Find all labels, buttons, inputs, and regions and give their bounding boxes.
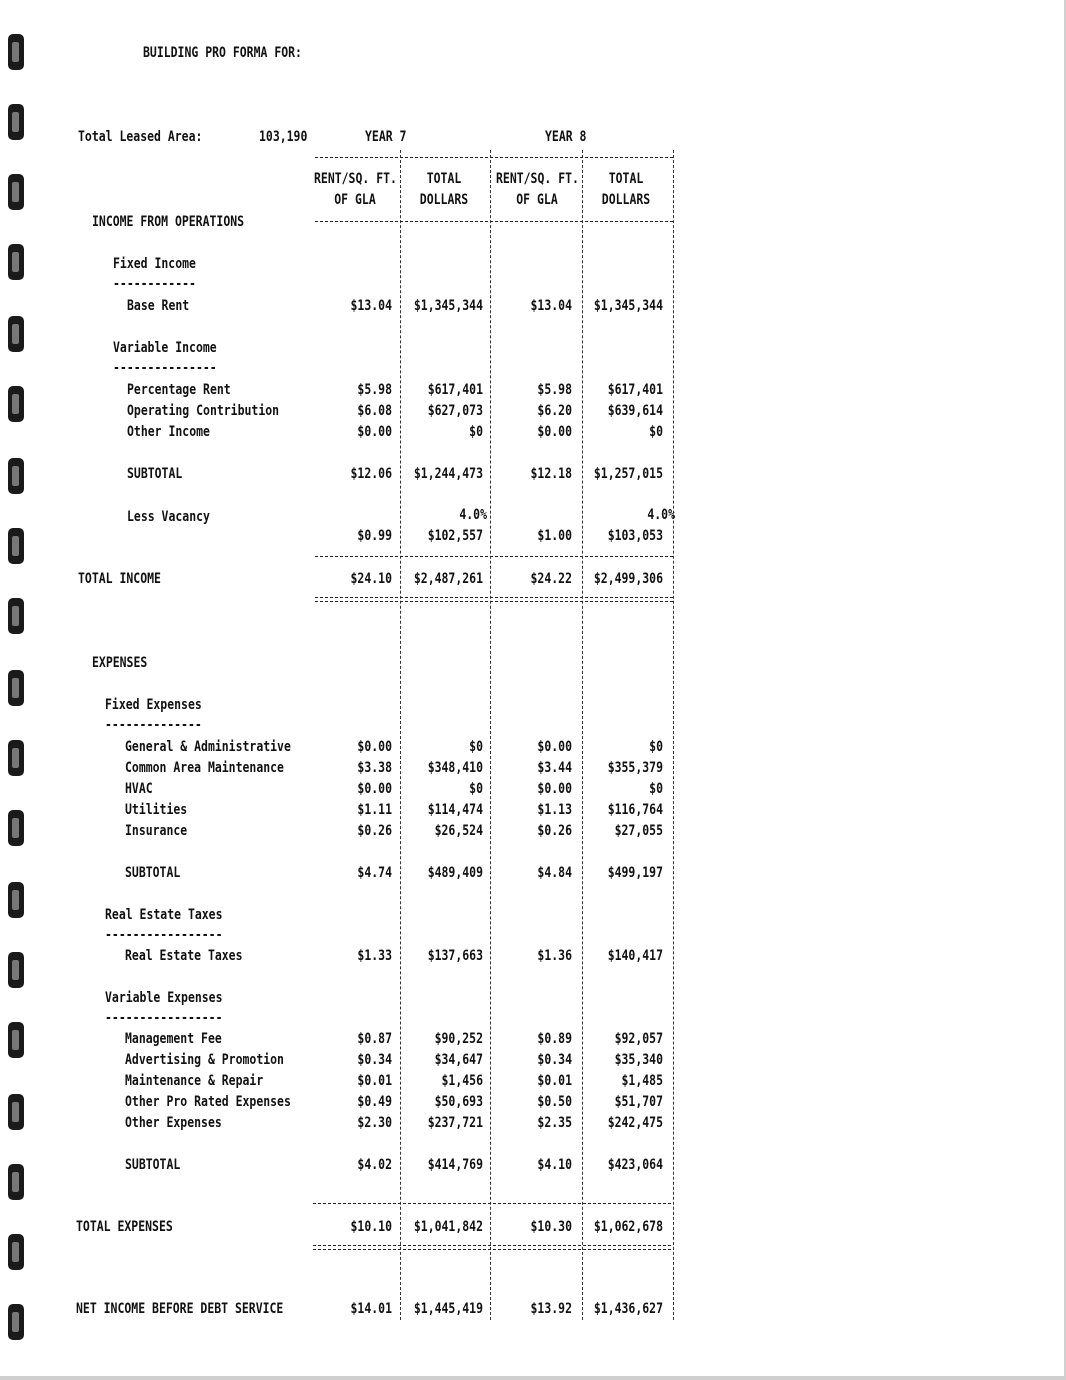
binder-hole	[8, 1234, 24, 1270]
fixed-income-heading: Fixed Income	[113, 256, 196, 272]
y8-total-cell: $355,379	[607, 760, 663, 776]
y7-psf-cell: $5.98	[357, 382, 392, 398]
y7-total-cell: $1,244,473	[413, 466, 483, 482]
y8-total-cell: $1,485	[621, 1073, 663, 1089]
y7-total-cell: $114,474	[427, 802, 483, 818]
col-header-total-sub: DOLLARS	[419, 192, 469, 208]
rule	[315, 556, 673, 557]
col-header-rent: RENT/SQ. FT.	[314, 171, 397, 187]
y7-total-cell: $1,445,419	[413, 1301, 483, 1317]
y8-psf-cell: $10.30	[530, 1219, 572, 1235]
column-divider	[400, 150, 401, 1320]
row-label: Utilities	[125, 802, 188, 818]
y8-psf-cell: $3.44	[537, 760, 572, 776]
y8-total-cell: $2,499,306	[593, 571, 663, 587]
y8-psf-cell: $1.13	[537, 802, 572, 818]
y8-total-cell: $140,417	[607, 948, 663, 964]
net-income-label: NET INCOME BEFORE DEBT SERVICE	[76, 1301, 284, 1317]
y7-psf-cell: $14.01	[350, 1301, 392, 1317]
column-divider	[582, 150, 583, 1320]
subtotal-label: SUBTOTAL	[125, 1157, 181, 1173]
page-edge	[0, 1376, 1066, 1380]
y7-total-cell: $414,769	[427, 1157, 483, 1173]
heading-underline: -----------------	[105, 927, 223, 943]
y8-total-cell: $116,764	[607, 802, 663, 818]
y8-psf-cell: $0.34	[537, 1052, 572, 1068]
row-label: Base Rent	[127, 298, 190, 314]
row-label: Management Fee	[125, 1031, 222, 1047]
y8-psf-cell: $5.98	[537, 382, 572, 398]
y8-psf-cell: $13.92	[530, 1301, 572, 1317]
y8-total-cell: $0	[649, 424, 663, 440]
year8-label: YEAR 8	[545, 129, 587, 145]
y7-total-cell: $627,073	[427, 403, 483, 419]
y7-psf-cell: $12.06	[350, 466, 392, 482]
row-label: Other Income	[127, 424, 210, 440]
binder-hole	[8, 34, 24, 70]
row-label: Advertising & Promotion	[125, 1052, 284, 1068]
y8-psf-cell: $0.50	[537, 1094, 572, 1110]
y7-psf-cell: $24.10	[350, 571, 392, 587]
heading-underline: --------------	[105, 717, 202, 733]
y8-total-cell: $1,345,344	[593, 298, 663, 314]
y7-psf-cell: $0.00	[357, 424, 392, 440]
y8-total-cell: $242,475	[607, 1115, 663, 1131]
y7-total-cell: $137,663	[427, 948, 483, 964]
y7-psf-cell: $0.01	[357, 1073, 392, 1089]
row-label: General & Administrative	[125, 739, 291, 755]
y8-psf-cell: $0.89	[537, 1031, 572, 1047]
y7-psf-cell: $0.99	[357, 528, 392, 544]
y8-psf-cell: $0.01	[537, 1073, 572, 1089]
y7-psf-cell: $0.49	[357, 1094, 392, 1110]
y8-psf-cell: $4.84	[537, 865, 572, 881]
col-header-total: TOTAL	[608, 171, 644, 187]
y8-psf-cell: $4.10	[537, 1157, 572, 1173]
col-header-rent-sub: OF GLA	[516, 192, 558, 208]
col-header-rent-sub: OF GLA	[334, 192, 376, 208]
y8-total-cell: $35,340	[614, 1052, 663, 1068]
y7-psf-cell: $1.11	[357, 802, 392, 818]
rule	[313, 1203, 671, 1204]
subtotal-label: SUBTOTAL	[127, 466, 183, 482]
y7-total-cell: $26,524	[434, 823, 483, 839]
y7-psf-cell: $0.00	[357, 781, 392, 797]
y7-total-cell: $102,557	[427, 528, 483, 544]
fixed-expenses-heading: Fixed Expenses	[105, 697, 202, 713]
binder-hole	[8, 386, 24, 422]
variable-expenses-heading: Variable Expenses	[105, 990, 223, 1006]
y8-total-cell: $0	[649, 781, 663, 797]
binder-hole	[8, 528, 24, 564]
binder-hole	[8, 1164, 24, 1200]
expenses-section-title: EXPENSES	[92, 655, 148, 671]
y8-psf-cell: $6.20	[537, 403, 572, 419]
row-label: Other Pro Rated Expenses	[125, 1094, 291, 1110]
binder-hole	[8, 882, 24, 918]
leased-area-label: Total Leased Area:	[78, 129, 203, 145]
y8-psf-cell: $13.04	[530, 298, 572, 314]
y8-total-cell: $1,257,015	[593, 466, 663, 482]
y7-psf-cell: $6.08	[357, 403, 392, 419]
row-label: Operating Contribution	[127, 403, 280, 419]
y8-psf-cell: $1.36	[537, 948, 572, 964]
row-label: Real Estate Taxes	[125, 948, 243, 964]
binder-hole	[8, 316, 24, 352]
y7-psf-cell: $4.74	[357, 865, 392, 881]
rule	[315, 157, 673, 158]
y7-total-cell: $489,409	[427, 865, 483, 881]
y7-total-cell: $34,647	[434, 1052, 483, 1068]
variable-income-heading: Variable Income	[113, 340, 217, 356]
col-header-rent: RENT/SQ. FT.	[496, 171, 579, 187]
y7-vacancy-pct: 4.0%	[459, 507, 487, 523]
y7-psf-cell: $0.87	[357, 1031, 392, 1047]
page-title: BUILDING PRO FORMA FOR:	[143, 45, 302, 61]
binder-hole	[8, 810, 24, 846]
binder-hole	[8, 1304, 24, 1340]
y7-total-cell: $1,041,842	[413, 1219, 483, 1235]
binder-hole	[8, 740, 24, 776]
binder-hole	[8, 104, 24, 140]
y7-total-cell: $348,410	[427, 760, 483, 776]
y7-total-cell: $237,721	[427, 1115, 483, 1131]
y8-total-cell: $617,401	[607, 382, 663, 398]
row-label: Insurance	[125, 823, 188, 839]
double-rule	[313, 1245, 671, 1250]
y8-psf-cell: $1.00	[537, 528, 572, 544]
taxes-heading: Real Estate Taxes	[105, 907, 223, 923]
leased-area-value: 103,190	[259, 129, 308, 145]
y8-psf-cell: $0.00	[537, 739, 572, 755]
total-income-label: TOTAL INCOME	[78, 571, 161, 587]
y7-total-cell: $0	[469, 781, 483, 797]
y7-total-cell: $1,456	[441, 1073, 483, 1089]
y8-psf-cell: $0.26	[537, 823, 572, 839]
y7-total-cell: $1,345,344	[413, 298, 483, 314]
y8-total-cell: $51,707	[614, 1094, 663, 1110]
y7-psf-cell: $13.04	[350, 298, 392, 314]
row-label: HVAC	[125, 781, 153, 797]
binder-hole	[8, 670, 24, 706]
y7-total-cell: $90,252	[434, 1031, 483, 1047]
y8-total-cell: $27,055	[614, 823, 663, 839]
binder-hole	[8, 598, 24, 634]
y8-total-cell: $639,614	[607, 403, 663, 419]
total-expenses-label: TOTAL EXPENSES	[76, 1219, 173, 1235]
row-label: Other Expenses	[125, 1115, 222, 1131]
y8-psf-cell: $0.00	[537, 781, 572, 797]
y8-psf-cell: $0.00	[537, 424, 572, 440]
double-rule	[315, 597, 673, 602]
y8-total-cell: $499,197	[607, 865, 663, 881]
y7-psf-cell: $1.33	[357, 948, 392, 964]
y7-total-cell: $50,693	[434, 1094, 483, 1110]
binder-hole	[8, 458, 24, 494]
y7-psf-cell: $0.34	[357, 1052, 392, 1068]
y8-psf-cell: $2.35	[537, 1115, 572, 1131]
year7-label: YEAR 7	[365, 129, 407, 145]
y8-psf-cell: $24.22	[530, 571, 572, 587]
row-label: Percentage Rent	[127, 382, 231, 398]
y7-psf-cell: $0.00	[357, 739, 392, 755]
y8-total-cell: $1,436,627	[593, 1301, 663, 1317]
y7-psf-cell: $2.30	[357, 1115, 392, 1131]
heading-underline: ------------	[113, 276, 196, 292]
income-section-title: INCOME FROM OPERATIONS	[92, 214, 245, 230]
y7-psf-cell: $3.38	[357, 760, 392, 776]
y8-vacancy-pct: 4.0%	[647, 507, 675, 523]
rule	[315, 221, 673, 222]
binder-hole	[8, 244, 24, 280]
column-divider	[490, 150, 491, 1320]
y8-total-cell: $103,053	[607, 528, 663, 544]
y7-total-cell: $0	[469, 424, 483, 440]
y7-psf-cell: $4.02	[357, 1157, 392, 1173]
binder-hole	[8, 952, 24, 988]
heading-underline: -----------------	[105, 1010, 223, 1026]
y8-psf-cell: $12.18	[530, 466, 572, 482]
subtotal-label: SUBTOTAL	[125, 865, 181, 881]
heading-underline: ---------------	[113, 360, 217, 376]
column-divider	[673, 150, 674, 1320]
binder-hole	[8, 1094, 24, 1130]
col-header-total: TOTAL	[426, 171, 462, 187]
row-label: Maintenance & Repair	[125, 1073, 264, 1089]
y8-total-cell: $423,064	[607, 1157, 663, 1173]
y7-total-cell: $617,401	[427, 382, 483, 398]
y7-total-cell: $0	[469, 739, 483, 755]
y7-psf-cell: $0.26	[357, 823, 392, 839]
vacancy-label: Less Vacancy	[127, 509, 210, 525]
y8-total-cell: $92,057	[614, 1031, 663, 1047]
y7-total-cell: $2,487,261	[413, 571, 483, 587]
col-header-total-sub: DOLLARS	[601, 192, 651, 208]
y8-total-cell: $1,062,678	[593, 1219, 663, 1235]
y7-psf-cell: $10.10	[350, 1219, 392, 1235]
row-label: Common Area Maintenance	[125, 760, 284, 776]
binder-hole	[8, 174, 24, 210]
binder-hole	[8, 1022, 24, 1058]
y8-total-cell: $0	[649, 739, 663, 755]
